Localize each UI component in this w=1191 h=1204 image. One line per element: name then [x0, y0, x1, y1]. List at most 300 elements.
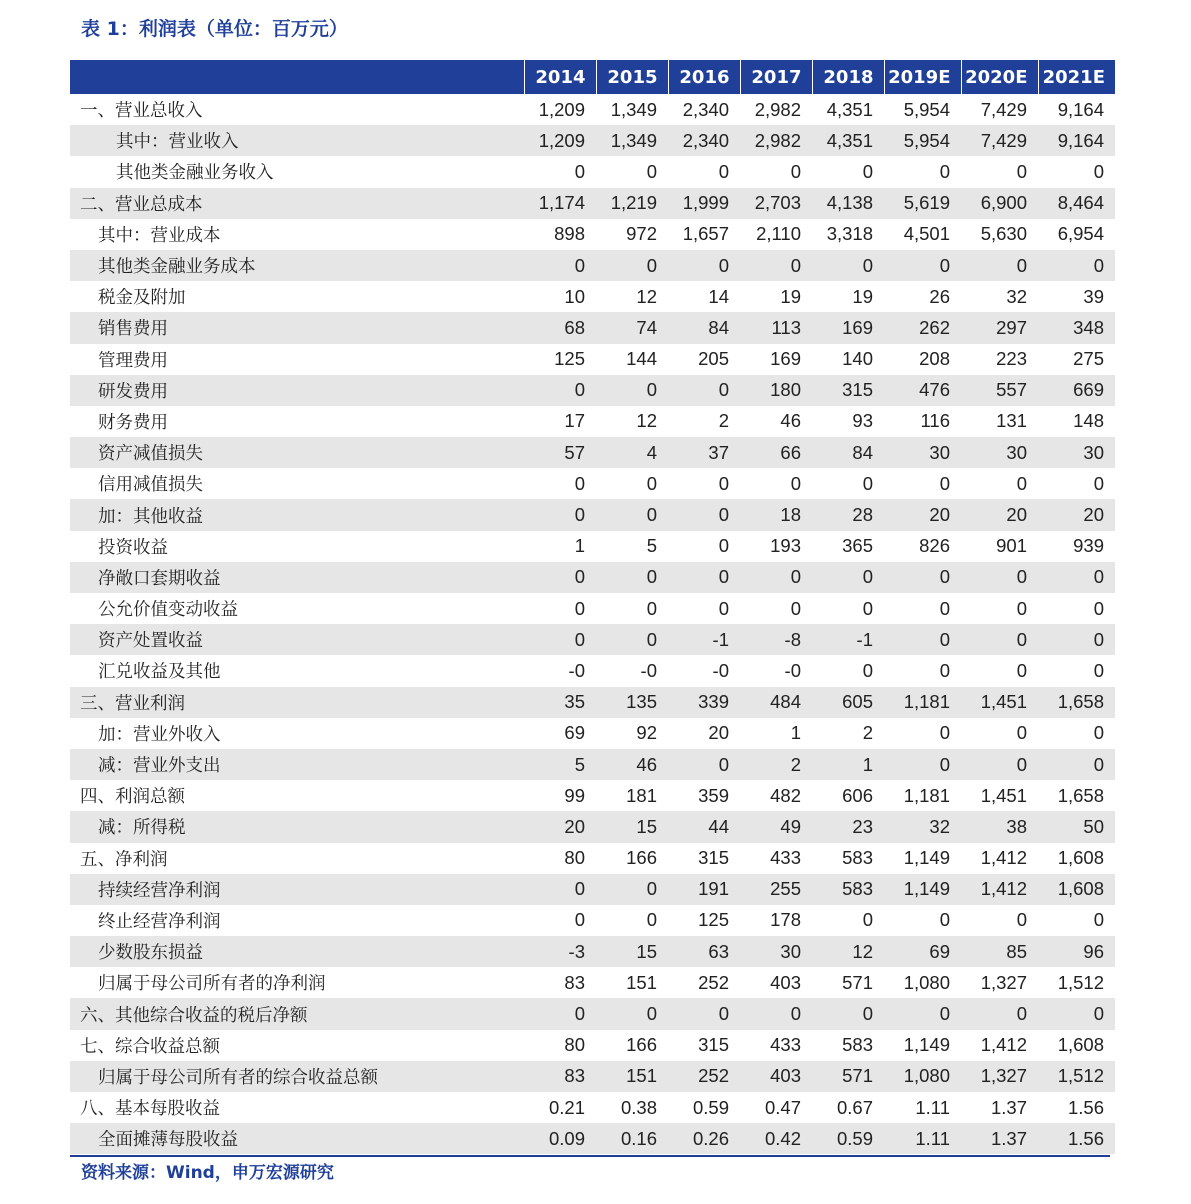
row-label: 加：营业外收入 [98, 724, 221, 745]
value-cell: 1,412 [980, 847, 1027, 869]
table-row [70, 499, 1115, 530]
value-cell: 5,630 [980, 223, 1027, 245]
value-cell: 0 [939, 753, 950, 775]
value-cell: 0 [1016, 1003, 1027, 1025]
value-cell: 1,349 [610, 129, 657, 151]
table-row [70, 219, 1115, 250]
value-cell: 606 [842, 784, 873, 806]
value-cell: 1,451 [980, 784, 1027, 806]
value-cell: 37 [708, 441, 729, 463]
value-cell: 178 [770, 909, 801, 931]
row-label: 减：所得税 [98, 818, 186, 839]
value-cell: 365 [842, 535, 873, 557]
table-row [70, 905, 1115, 936]
value-cell: 4 [646, 441, 657, 463]
table-row [70, 344, 1115, 375]
value-cell: 1.37 [990, 1096, 1027, 1118]
value-cell: 433 [770, 847, 801, 869]
value-cell: 32 [1006, 285, 1027, 307]
value-cell: 1.11 [915, 1127, 950, 1149]
value-cell: 2,340 [682, 98, 729, 120]
value-cell: 169 [770, 348, 801, 370]
value-cell: 12 [636, 285, 657, 307]
value-cell: 0.38 [620, 1096, 657, 1118]
value-cell: 476 [919, 379, 950, 401]
value-cell: 20 [1083, 504, 1104, 526]
value-cell: 0 [1093, 254, 1104, 276]
value-cell: 0 [1016, 909, 1027, 931]
value-cell: 1,608 [1057, 878, 1104, 900]
value-cell: 0 [1016, 722, 1027, 744]
row-label: 六、其他综合收益的税后净额 [80, 1005, 308, 1026]
value-cell: 0 [574, 160, 585, 182]
row-label: 减：营业外支出 [98, 756, 221, 777]
value-cell: 484 [770, 691, 801, 713]
row-label: 加：其他收益 [98, 506, 203, 527]
value-cell: 4,351 [826, 98, 873, 120]
table-row [70, 156, 1115, 187]
value-cell: 0 [939, 597, 950, 619]
value-cell: 0 [646, 1003, 657, 1025]
value-cell: 2 [790, 753, 801, 775]
value-cell: 0 [574, 504, 585, 526]
value-cell: 80 [564, 847, 585, 869]
value-cell: 359 [698, 784, 729, 806]
value-cell: 1,412 [980, 1034, 1027, 1056]
value-cell: 7,429 [980, 129, 1027, 151]
value-cell: 0 [718, 535, 729, 557]
value-cell: 605 [842, 691, 873, 713]
value-cell: 5,954 [903, 129, 950, 151]
header-year-2021e: 2021E [1038, 60, 1115, 94]
value-cell: 315 [842, 379, 873, 401]
value-cell: 0 [574, 1003, 585, 1025]
row-label: 持续经营净利润 [98, 880, 221, 901]
table-row [70, 1092, 1115, 1123]
value-cell: 46 [780, 410, 801, 432]
value-cell: 0.59 [836, 1127, 873, 1149]
row-label: 归属于母公司所有者的净利润 [98, 974, 326, 995]
value-cell: 1,658 [1057, 691, 1104, 713]
value-cell: 0 [862, 566, 873, 588]
header-year-2015: 2015 [596, 60, 668, 94]
value-cell: 2,703 [754, 192, 801, 214]
value-cell: 0 [1093, 472, 1104, 494]
header-year-2017: 2017 [740, 60, 812, 94]
value-cell: 0 [718, 566, 729, 588]
value-cell: 26 [929, 285, 950, 307]
value-cell: 0 [1016, 160, 1027, 182]
value-cell: 1,608 [1057, 1034, 1104, 1056]
row-label: 其他类金融业务成本 [98, 257, 256, 278]
value-cell: 1,181 [903, 784, 950, 806]
value-cell: 12 [852, 940, 873, 962]
value-cell: 9,164 [1057, 129, 1104, 151]
value-cell: 28 [852, 504, 873, 526]
value-cell: 1.56 [1067, 1096, 1104, 1118]
value-cell: 63 [708, 940, 729, 962]
value-cell: 193 [770, 535, 801, 557]
value-cell: 826 [919, 535, 950, 557]
value-cell: 84 [708, 316, 729, 338]
header-year-2018: 2018 [812, 60, 884, 94]
value-cell: 0 [1016, 628, 1027, 650]
table-row [70, 967, 1115, 998]
value-cell: -0 [640, 659, 657, 681]
value-cell: 2 [862, 722, 873, 744]
value-cell: 1,349 [610, 98, 657, 120]
value-cell: 5,619 [903, 192, 950, 214]
value-cell: 0 [939, 628, 950, 650]
value-cell: 1,219 [610, 192, 657, 214]
row-label: 投资收益 [98, 537, 168, 558]
value-cell: 208 [919, 348, 950, 370]
table-row [70, 998, 1115, 1029]
value-cell: -8 [784, 628, 801, 650]
value-cell: 1,999 [682, 192, 729, 214]
value-cell: 0 [1093, 566, 1104, 588]
value-cell: 131 [996, 410, 1027, 432]
value-cell: 0 [1093, 597, 1104, 619]
value-cell: 0.47 [764, 1096, 801, 1118]
value-cell: 151 [626, 971, 657, 993]
value-cell: 0 [718, 160, 729, 182]
value-cell: 1,149 [903, 847, 950, 869]
value-cell: 99 [564, 784, 585, 806]
value-cell: 0 [646, 566, 657, 588]
table-row [70, 375, 1115, 406]
value-cell: 4,351 [826, 129, 873, 151]
row-label: 其他类金融业务收入 [116, 163, 274, 184]
value-cell: 1 [862, 753, 873, 775]
value-cell: 0 [939, 160, 950, 182]
value-cell: 1.11 [915, 1096, 950, 1118]
value-cell: -0 [784, 659, 801, 681]
value-cell: 1,512 [1057, 1065, 1104, 1087]
value-cell: 297 [996, 316, 1027, 338]
value-cell: 939 [1073, 535, 1104, 557]
value-cell: 0 [790, 160, 801, 182]
value-cell: 30 [1083, 441, 1104, 463]
value-cell: 0 [646, 909, 657, 931]
value-cell: 0 [1093, 628, 1104, 650]
row-label: 资产处置收益 [98, 631, 203, 652]
value-cell: 262 [919, 316, 950, 338]
value-cell: 0 [1093, 722, 1104, 744]
value-cell: 0 [939, 659, 950, 681]
value-cell: 0 [718, 597, 729, 619]
value-cell: 1,149 [903, 1034, 950, 1056]
value-cell: 0 [1016, 753, 1027, 775]
table-row [70, 531, 1115, 562]
row-label: 五、净利润 [80, 849, 168, 870]
value-cell: 1.56 [1067, 1127, 1104, 1149]
value-cell: 10 [564, 285, 585, 307]
value-cell: 1,658 [1057, 784, 1104, 806]
value-cell: 148 [1073, 410, 1104, 432]
value-cell: 315 [698, 1034, 729, 1056]
value-cell: 1,412 [980, 878, 1027, 900]
value-cell: 0 [646, 254, 657, 276]
value-cell: 1,327 [980, 971, 1027, 993]
value-cell: 433 [770, 1034, 801, 1056]
row-label: 其中：营业收入 [116, 132, 239, 153]
table-row [70, 718, 1115, 749]
value-cell: 972 [626, 223, 657, 245]
value-cell: 0.67 [836, 1096, 873, 1118]
value-cell: 84 [852, 441, 873, 463]
value-cell: 0 [1093, 909, 1104, 931]
value-cell: 2,110 [756, 223, 801, 245]
table-row [70, 780, 1115, 811]
value-cell: 583 [842, 1034, 873, 1056]
value-cell: 0.09 [548, 1127, 585, 1149]
value-cell: 0 [862, 1003, 873, 1025]
value-cell: 0 [646, 504, 657, 526]
value-cell: 30 [780, 940, 801, 962]
value-cell: 0 [939, 1003, 950, 1025]
value-cell: 1 [790, 722, 801, 744]
value-cell: 169 [842, 316, 873, 338]
value-cell: 0.21 [548, 1096, 585, 1118]
value-cell: 0 [1093, 659, 1104, 681]
value-cell: 1.37 [990, 1127, 1027, 1149]
value-cell: 482 [770, 784, 801, 806]
value-cell: 315 [698, 847, 729, 869]
value-cell: 83 [564, 971, 585, 993]
header-row [70, 60, 1115, 94]
row-label: 终止经营净利润 [98, 911, 221, 932]
value-cell: 1,512 [1057, 971, 1104, 993]
table-row [70, 936, 1115, 967]
value-cell: 0 [1093, 160, 1104, 182]
table-row [70, 687, 1115, 718]
table-row [70, 125, 1115, 156]
table-row [70, 250, 1115, 281]
value-cell: 85 [1006, 940, 1027, 962]
value-cell: 0 [862, 597, 873, 619]
value-cell: 17 [564, 410, 585, 432]
row-label: 资产减值损失 [98, 444, 203, 465]
value-cell: 583 [842, 878, 873, 900]
value-cell: 0 [718, 753, 729, 775]
header-year-2020e: 2020E [961, 60, 1038, 94]
value-cell: 2,340 [682, 129, 729, 151]
value-cell: 5 [574, 753, 585, 775]
value-cell: 0 [574, 909, 585, 931]
row-label: 财务费用 [98, 412, 168, 433]
table-row [70, 624, 1115, 655]
value-cell: 1,080 [903, 1065, 950, 1087]
row-label: 研发费用 [98, 381, 168, 402]
value-cell: 125 [698, 909, 729, 931]
value-cell: 1,657 [682, 223, 729, 245]
value-cell: 18 [780, 504, 801, 526]
value-cell: 0 [1093, 753, 1104, 775]
value-cell: -0 [568, 659, 585, 681]
value-cell: 0 [574, 254, 585, 276]
value-cell: 2 [718, 410, 729, 432]
value-cell: 5 [646, 535, 657, 557]
value-cell: 0 [862, 659, 873, 681]
value-cell: 125 [554, 348, 585, 370]
value-cell: 0 [574, 597, 585, 619]
value-cell: -0 [712, 659, 729, 681]
row-label: 全面摊薄每股收益 [98, 1130, 238, 1151]
value-cell: 4,501 [903, 223, 950, 245]
value-cell: 571 [842, 971, 873, 993]
value-cell: 0 [1016, 566, 1027, 588]
value-cell: 0 [1093, 1003, 1104, 1025]
value-cell: 0 [646, 628, 657, 650]
row-label: 销售费用 [98, 319, 168, 340]
value-cell: 20 [564, 815, 585, 837]
table-row [70, 655, 1115, 686]
value-cell: 0 [939, 566, 950, 588]
value-cell: 57 [564, 441, 585, 463]
bottom-divider [70, 1155, 1110, 1157]
value-cell: 30 [1006, 441, 1027, 463]
header-year-2014: 2014 [524, 60, 596, 94]
value-cell: 93 [852, 410, 873, 432]
row-label: 信用减值损失 [98, 475, 203, 496]
row-label: 一、营业总收入 [80, 101, 203, 122]
value-cell: 0 [862, 160, 873, 182]
row-label: 归属于母公司所有者的综合收益总额 [98, 1067, 378, 1088]
value-cell: 0.26 [692, 1127, 729, 1149]
value-cell: 0.59 [692, 1096, 729, 1118]
value-cell: 151 [626, 1065, 657, 1087]
table-row [70, 1030, 1115, 1061]
value-cell: 83 [564, 1065, 585, 1087]
value-cell: 8,464 [1057, 192, 1104, 214]
value-cell: 1,327 [980, 1065, 1027, 1087]
value-cell: 0 [718, 472, 729, 494]
value-cell: 12 [636, 410, 657, 432]
table-row [70, 593, 1115, 624]
value-cell: 0 [939, 254, 950, 276]
value-cell: 1,209 [538, 98, 585, 120]
value-cell: 0 [718, 504, 729, 526]
header-label-cell [70, 60, 524, 94]
table-row [70, 312, 1115, 343]
value-cell: 6,954 [1057, 223, 1104, 245]
table-row [70, 1061, 1115, 1092]
value-cell: 0 [574, 566, 585, 588]
value-cell: 135 [626, 691, 657, 713]
value-cell: 69 [929, 940, 950, 962]
value-cell: 180 [770, 379, 801, 401]
value-cell: 1,181 [903, 691, 950, 713]
value-cell: 0 [1016, 254, 1027, 276]
table-row [70, 562, 1115, 593]
value-cell: 0 [646, 379, 657, 401]
value-cell: 44 [708, 815, 729, 837]
value-cell: 1,451 [980, 691, 1027, 713]
value-cell: -3 [568, 940, 585, 962]
header-year-2016: 2016 [668, 60, 740, 94]
value-cell: 0 [574, 878, 585, 900]
value-cell: 0 [646, 160, 657, 182]
row-label: 汇兑收益及其他 [98, 662, 221, 683]
source-note: 资料来源：Wind，申万宏源研究 [81, 1163, 334, 1183]
value-cell: 30 [929, 441, 950, 463]
value-cell: 66 [780, 441, 801, 463]
table-row [70, 281, 1115, 312]
value-cell: 0 [646, 472, 657, 494]
table-header [70, 60, 1115, 94]
value-cell: 181 [626, 784, 657, 806]
value-cell: 69 [564, 722, 585, 744]
value-cell: 6,900 [980, 192, 1027, 214]
table-row [70, 1123, 1115, 1154]
row-label: 四、利润总额 [80, 787, 185, 808]
table-body [70, 94, 1115, 1154]
value-cell: 0 [790, 1003, 801, 1025]
value-cell: 39 [1083, 285, 1104, 307]
value-cell: 0 [646, 878, 657, 900]
value-cell: 0 [574, 472, 585, 494]
value-cell: 901 [996, 535, 1027, 557]
value-cell: 403 [770, 1065, 801, 1087]
value-cell: 74 [636, 316, 657, 338]
table-row [70, 874, 1115, 905]
row-label: 少数股东损益 [98, 943, 203, 964]
value-cell: 0 [790, 254, 801, 276]
value-cell: 20 [708, 722, 729, 744]
value-cell: 19 [852, 285, 873, 307]
table-row [70, 94, 1115, 125]
value-cell: 339 [698, 691, 729, 713]
value-cell: 0 [1016, 472, 1027, 494]
value-cell: 2,982 [754, 98, 801, 120]
table-row [70, 406, 1115, 437]
value-cell: 0 [1016, 597, 1027, 619]
value-cell: 19 [780, 285, 801, 307]
value-cell: 403 [770, 971, 801, 993]
value-cell: 0 [790, 472, 801, 494]
value-cell: 49 [780, 815, 801, 837]
value-cell: 0 [862, 254, 873, 276]
value-cell: 191 [698, 878, 729, 900]
value-cell: 113 [771, 316, 801, 338]
income-statement-table [70, 60, 1115, 1154]
value-cell: 0 [939, 909, 950, 931]
table-row [70, 437, 1115, 468]
table-row [70, 749, 1115, 780]
value-cell: 14 [708, 285, 729, 307]
value-cell: 1,149 [903, 878, 950, 900]
table-row [70, 468, 1115, 499]
value-cell: -1 [856, 628, 873, 650]
value-cell: -1 [712, 628, 729, 650]
value-cell: 144 [626, 348, 657, 370]
value-cell: 0 [718, 379, 729, 401]
value-cell: 0 [574, 379, 585, 401]
row-label: 税金及附加 [98, 288, 186, 309]
value-cell: 1,080 [903, 971, 950, 993]
table-row [70, 188, 1115, 219]
row-label: 三、营业利润 [80, 693, 185, 714]
value-cell: 0 [939, 722, 950, 744]
value-cell: 166 [626, 1034, 657, 1056]
value-cell: 0 [790, 566, 801, 588]
row-label: 净敞口套期收益 [98, 568, 221, 589]
value-cell: 35 [564, 691, 585, 713]
value-cell: 1,209 [538, 129, 585, 151]
value-cell: 116 [920, 410, 950, 432]
value-cell: 140 [842, 348, 873, 370]
